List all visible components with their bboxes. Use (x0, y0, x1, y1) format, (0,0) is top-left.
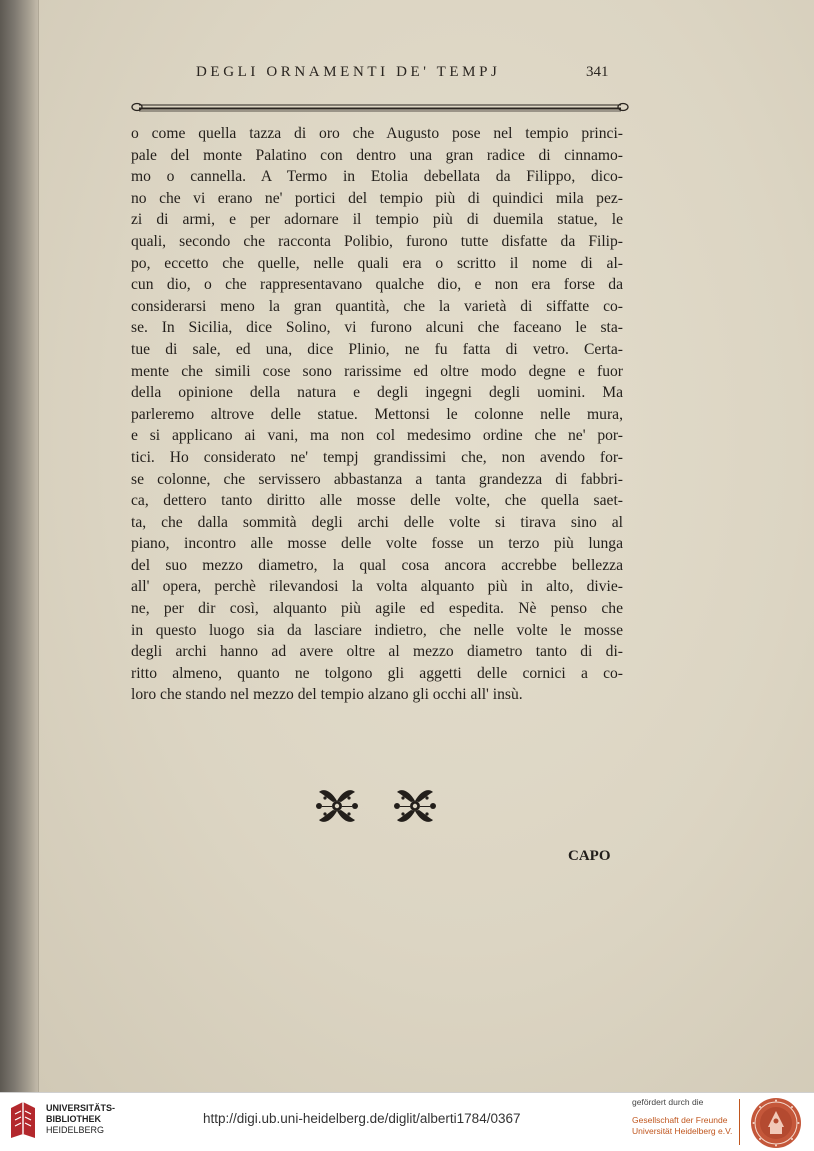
text-line: po, eccetto che quelle, nelle quali era o scritto il nome di al- (131, 254, 623, 272)
text-line: piano, incontro alle mosse delle volte fosse un terzo più lunga (131, 535, 623, 553)
text-line: degli archi hanno ad avere oltre al mezzo diametro tanto di di- (131, 643, 623, 661)
text-line: mo o cannella. A Termo in Etolia debellata da Filippo, dico- (131, 168, 623, 186)
text-line: cun dio, o che rappresentavano qualche dio, e non era forse da (131, 276, 623, 294)
text-line: loro che stando nel mezzo del tempio alzano gli occhi all' insù. (131, 686, 523, 704)
catchword: CAPO (568, 848, 611, 864)
text-line: tici. Ho considerato ne' tempj grandissimi che, non avendo for- (131, 448, 623, 466)
library-name-line: UNIVERSITÄTS- (46, 1103, 116, 1113)
permalink-url[interactable]: http://digi.ub.uni-heidelberg.de/diglit/alberti1784/0367 (203, 1111, 521, 1126)
text-line: pale del monte Palatino con dentro una gran radice di cinnamo- (131, 146, 623, 164)
sponsor-divider (739, 1099, 740, 1145)
text-line: del suo mezzo diametro, la qual cosa ancora accrebbe bellezza (131, 556, 623, 574)
text-line: all' opera, perchè rilevandosi la volta alquanto più in alto, divie- (131, 578, 623, 596)
header-rule-ornament (131, 101, 629, 113)
floral-vignette-icon (313, 784, 361, 828)
university-seal-icon[interactable] (750, 1097, 802, 1149)
text-line: ritto almeno, quanto ne tolgono gli aggetti delle cornici a co- (131, 664, 623, 682)
library-name[interactable] (46, 1103, 146, 1143)
sponsor-name[interactable] (632, 1115, 742, 1145)
text-line: se colonne, che servissero abbastanza a tanta grandezza di fabbri- (131, 470, 623, 488)
text-line: ca, dettero tanto diritto alle mosse delle volte, che quella saet- (131, 492, 623, 510)
page-number: 341 (586, 64, 609, 80)
floral-vignette-icon (391, 784, 439, 828)
text-line: parleremo altrove delle statue. Mettonsi le colonne nelle mura, (131, 405, 623, 423)
library-name-line: BIBLIOTHEK (46, 1114, 101, 1124)
text-line: ne, per dir così, alquanto più agile ed espedita. Nè penso che (131, 600, 623, 618)
library-name-line: HEIDELBERG (46, 1125, 105, 1135)
library-book-logo-icon[interactable] (8, 1100, 38, 1140)
text-line: considerarsi meno la gran quantità, che la varietà di siffatte co- (131, 297, 623, 315)
text-line: quali, secondo che racconta Polibio, furono tutte disfatte da Filip- (131, 232, 623, 250)
text-line: se. In Sicilia, dice Solino, vi furono alcuni che faceano le sta- (131, 319, 623, 337)
text-line: ta, che dalla sommità degli archi delle volte si tirava sino al (131, 513, 623, 531)
sponsor-label: gefördert durch die (632, 1097, 704, 1107)
text-line: tue di sale, ed una, dice Plinio, ne fu fatta di vetro. Certa- (131, 340, 623, 358)
text-line: o come quella tazza di oro che Augusto pose nel tempio princi- (131, 125, 623, 142)
text-line: in questo luogo sia da lasciare indietro, che nelle volte le mosse (131, 621, 623, 639)
text-line: no che vi erano ne' portici del tempio più di quindici mila pez- (131, 189, 623, 207)
sponsor-name-line: Gesellschaft der Freunde (632, 1115, 728, 1125)
viewer-footer (0, 1092, 814, 1151)
text-line: della opinione della natura e degli ingegni degli uomini. Ma (131, 384, 623, 402)
text-line: e si applicano ai vani, ma non col medesimo ordine che ne' por- (131, 427, 623, 445)
main-text (131, 123, 623, 753)
running-header: DEGLI ORNAMENTI DE' TEMPJ (196, 64, 501, 80)
text-line: mente che simili cose sono rarissime ed oltre modo degne e fuor (131, 362, 623, 380)
text-line: zi di armi, e per adornare il tempio più di duemila statue, le (131, 211, 623, 229)
sponsor-name-line: Universität Heidelberg e.V. (632, 1126, 733, 1136)
